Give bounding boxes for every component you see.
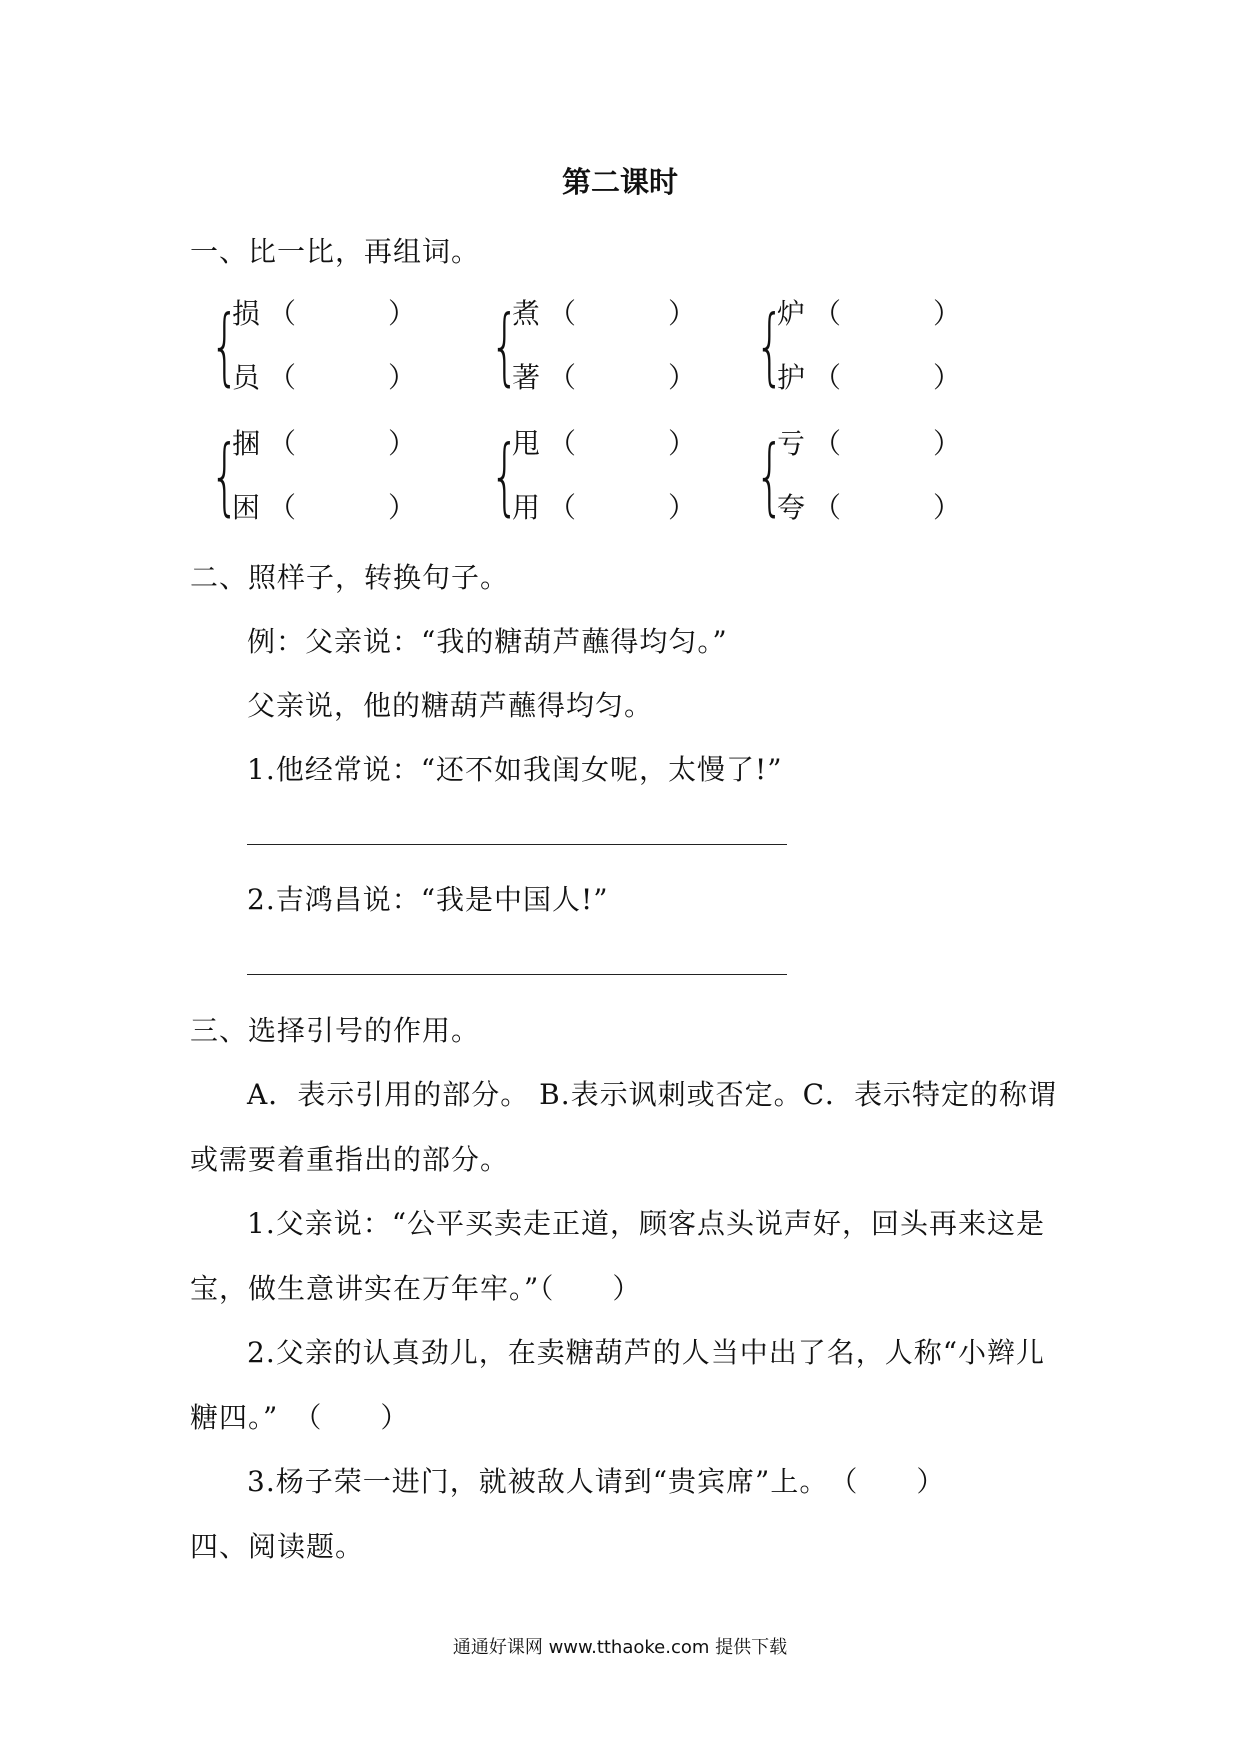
page-title: 第二课时 xyxy=(561,165,678,199)
example-direct-speech: 例：父亲说：“我的糖葫芦蘸得均匀。” xyxy=(247,625,728,658)
char-top: 亏 xyxy=(777,427,806,460)
answer-blank-open[interactable]: （ xyxy=(268,427,297,460)
answer-blank-close: ） xyxy=(933,491,962,524)
question-2-2: 2.吉鸿昌说：“我是中国人!” xyxy=(247,883,609,916)
answer-blank-open[interactable]: （ xyxy=(813,361,842,394)
char-top: 炉 xyxy=(777,297,806,330)
answer-blank-close: ） xyxy=(388,491,417,524)
question-3-2-line-1: 2.父亲的认真劲儿，在卖糖葫芦的人当中出了名，人称“小辫儿 xyxy=(247,1336,1046,1369)
answer-blank-close: ） xyxy=(388,427,417,460)
page-footer: 通通好课网 www.tthaoke.com 提供下载 xyxy=(452,1637,788,1658)
answer-blank-close: ） xyxy=(388,297,417,330)
brace-icon: { xyxy=(755,297,785,395)
answer-blank-open[interactable]: （ xyxy=(813,297,842,330)
answer-blank-open[interactable]: （ xyxy=(548,427,577,460)
answer-blank-close: ） xyxy=(933,297,962,330)
brace-icon: { xyxy=(490,427,520,525)
brace-icon: { xyxy=(210,427,240,525)
section3-heading: 三、选择引号的作用。 xyxy=(190,1014,481,1047)
word-pair-2 xyxy=(490,290,760,410)
char-bottom: 困 xyxy=(232,491,261,524)
char-top: 甩 xyxy=(512,427,541,460)
char-bottom: 著 xyxy=(512,361,541,394)
answer-blank-open[interactable]: （ xyxy=(548,491,577,524)
word-pair-4 xyxy=(210,420,480,540)
example-indirect-speech: 父亲说，他的糖葫芦蘸得均匀。 xyxy=(247,689,654,722)
question-3-1-line-1: 1.父亲说：“公平买卖走正道，顾客点头说声好，回头再来这是 xyxy=(247,1207,1046,1240)
brace-icon: { xyxy=(210,297,240,395)
char-bottom: 夸 xyxy=(777,491,806,524)
answer-blank-close: ） xyxy=(668,427,697,460)
brace-icon: { xyxy=(755,427,785,525)
brace-icon: { xyxy=(490,297,520,395)
char-bottom: 护 xyxy=(777,361,806,394)
answer-blank-close: ） xyxy=(668,361,697,394)
question-3-2-line-2: 糖四。” （ ） xyxy=(190,1401,410,1434)
answer-blank-close: ） xyxy=(668,297,697,330)
answer-blank-open[interactable]: （ xyxy=(813,491,842,524)
char-bottom: 员 xyxy=(232,361,261,394)
word-pair-1 xyxy=(210,290,480,410)
question-3-3: 3.杨子荣一进门，就被敌人请到“贵宾席”上。 （ ） xyxy=(247,1465,946,1498)
answer-blank-close: ） xyxy=(933,361,962,394)
answer-blank-close: ） xyxy=(668,491,697,524)
word-pair-3 xyxy=(755,290,1025,410)
answer-blank-open[interactable]: （ xyxy=(813,427,842,460)
answer-blank-open[interactable]: （ xyxy=(548,361,577,394)
char-top: 煮 xyxy=(512,297,541,330)
word-pair-6 xyxy=(755,420,1025,540)
section2-heading: 二、照样子，转换句子。 xyxy=(190,561,510,594)
answer-line-2-1[interactable] xyxy=(247,843,787,845)
options-line-2: 或需要着重指出的部分。 xyxy=(190,1143,510,1176)
answer-line-2-2[interactable] xyxy=(247,973,787,975)
answer-blank-open[interactable]: （ xyxy=(548,297,577,330)
answer-blank-close: ） xyxy=(388,361,417,394)
char-top: 捆 xyxy=(232,427,261,460)
char-top: 损 xyxy=(232,297,261,330)
answer-blank-open[interactable]: （ xyxy=(268,491,297,524)
question-3-1-line-2: 宝，做生意讲实在万年牢。”（ ） xyxy=(190,1272,642,1305)
section1-heading: 一、比一比，再组词。 xyxy=(190,235,481,268)
options-line-1: A．表示引用的部分。 B.表示讽刺或否定。C．表示特定的称谓 xyxy=(247,1078,1058,1111)
word-pair-5 xyxy=(490,420,760,540)
answer-blank-close: ） xyxy=(933,427,962,460)
char-bottom: 用 xyxy=(512,491,541,524)
question-2-1: 1.他经常说：“还不如我闺女呢，太慢了!” xyxy=(247,753,783,786)
answer-blank-open[interactable]: （ xyxy=(268,361,297,394)
answer-blank-open[interactable]: （ xyxy=(268,297,297,330)
section4-heading: 四、阅读题。 xyxy=(190,1530,365,1563)
